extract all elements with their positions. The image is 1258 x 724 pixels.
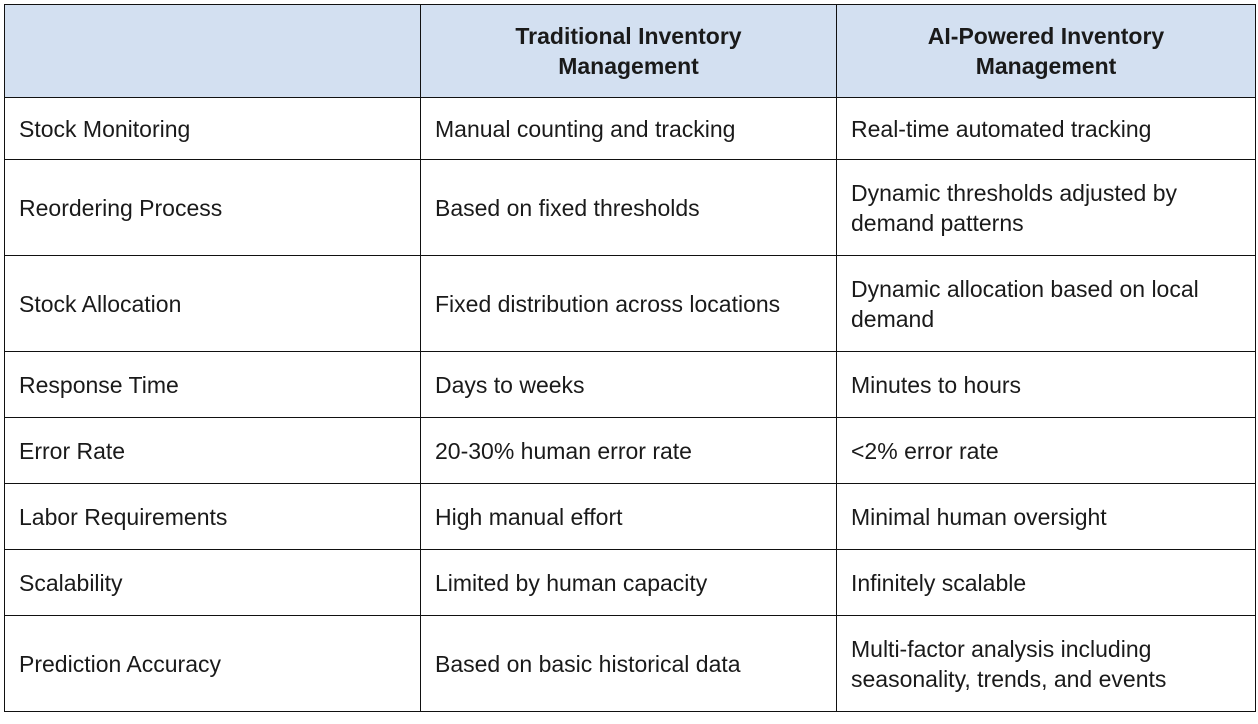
traditional-cell: 20-30% human error rate	[421, 418, 837, 484]
traditional-cell: Days to weeks	[421, 352, 837, 418]
header-cell-ai: AI-Powered Inventory Management	[837, 5, 1256, 98]
feature-cell: Scalability	[5, 550, 421, 616]
header-cell-feature	[5, 5, 421, 98]
feature-cell: Prediction Accuracy	[5, 616, 421, 712]
traditional-cell: Based on fixed thresholds	[421, 160, 837, 256]
feature-cell: Labor Requirements	[5, 484, 421, 550]
ai-cell: Real-time automated tracking	[837, 98, 1256, 160]
traditional-cell: Based on basic historical data	[421, 616, 837, 712]
feature-cell: Reordering Process	[5, 160, 421, 256]
comparison-table	[4, 4, 1256, 712]
traditional-cell: Manual counting and tracking	[421, 98, 837, 160]
feature-cell: Error Rate	[5, 418, 421, 484]
table-row	[5, 550, 1256, 616]
ai-cell: Multi-factor analysis including seasonality, trends, and events	[837, 616, 1256, 712]
traditional-cell: High manual effort	[421, 484, 837, 550]
table-row	[5, 418, 1256, 484]
feature-cell: Response Time	[5, 352, 421, 418]
table-row	[5, 484, 1256, 550]
ai-cell: Minutes to hours	[837, 352, 1256, 418]
ai-cell: Infinitely scalable	[837, 550, 1256, 616]
table-row	[5, 256, 1256, 352]
ai-cell: Dynamic thresholds adjusted by demand patterns	[837, 160, 1256, 256]
table-row	[5, 98, 1256, 160]
header-row	[5, 5, 1256, 98]
feature-cell: Stock Allocation	[5, 256, 421, 352]
table-row	[5, 352, 1256, 418]
comparison-table-container	[4, 4, 1255, 712]
ai-cell: Minimal human oversight	[837, 484, 1256, 550]
ai-cell: <2% error rate	[837, 418, 1256, 484]
header-cell-traditional: Traditional Inventory Management	[421, 5, 837, 98]
traditional-cell: Limited by human capacity	[421, 550, 837, 616]
table-header	[5, 5, 1256, 98]
table-row	[5, 616, 1256, 712]
feature-cell: Stock Monitoring	[5, 98, 421, 160]
table-body	[5, 98, 1256, 712]
traditional-cell: Fixed distribution across locations	[421, 256, 837, 352]
table-row	[5, 160, 1256, 256]
ai-cell: Dynamic allocation based on local demand	[837, 256, 1256, 352]
